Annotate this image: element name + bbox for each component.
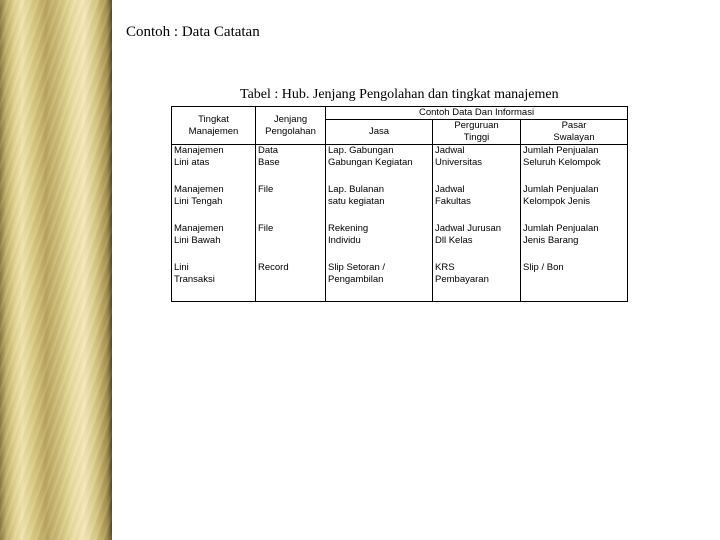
cell-perguruan: Jadwal Universitas (433, 145, 521, 185)
table-caption: Tabel : Hub. Jenjang Pengolahan dan tingkat manajemen (240, 87, 559, 102)
header-perguruan: Perguruan Tinggi (433, 120, 521, 145)
cell-perguruan: KRS Pembayaran (433, 262, 521, 302)
cell-jasa: Lap. Bulanan satu kegiatan (326, 184, 433, 223)
cell-tingkat: Lini Transaksi (172, 262, 256, 302)
data-table (171, 106, 628, 302)
cell-pasar: Jumlah Penjualan Seluruh Kelompok (521, 145, 628, 185)
cell-jasa: Rekening Individu (326, 223, 433, 262)
cell-jasa: Slip Setoran / Pengambilan (326, 262, 433, 302)
table-row (172, 145, 628, 185)
cell-tingkat: Manajemen Lini atas (172, 145, 256, 185)
cell-jenjang: Data Base (256, 145, 326, 185)
decorative-gold-bar (0, 0, 112, 540)
cell-tingkat: Manajemen Lini Tengah (172, 184, 256, 223)
header-jasa: Jasa (326, 120, 433, 145)
cell-pasar: Jumlah Penjualan Jenis Barang (521, 223, 628, 262)
header-tingkat: Tingkat Manajemen (172, 107, 256, 145)
cell-pasar: Slip / Bon (521, 262, 628, 302)
table-row (172, 223, 628, 262)
header-pasar: Pasar Swalayan (521, 120, 628, 145)
table-row (172, 184, 628, 223)
cell-tingkat: Manajemen Lini Bawah (172, 223, 256, 262)
cell-pasar: Jumlah Penjualan Kelompok Jenis (521, 184, 628, 223)
cell-perguruan: Jadwal Jurusan Dll Kelas (433, 223, 521, 262)
header-jenjang: Jenjang Pengolahan (256, 107, 326, 145)
table-row (172, 262, 628, 302)
cell-jenjang: File (256, 184, 326, 223)
cell-perguruan: Jadwal Fakultas (433, 184, 521, 223)
cell-jenjang: File (256, 223, 326, 262)
header-group: Contoh Data Dan Informasi (326, 107, 628, 120)
cell-jasa: Lap. Gabungan Gabungan Kegiatan (326, 145, 433, 185)
slide-title: Contoh : Data Catatan (126, 24, 260, 40)
cell-jenjang: Record (256, 262, 326, 302)
